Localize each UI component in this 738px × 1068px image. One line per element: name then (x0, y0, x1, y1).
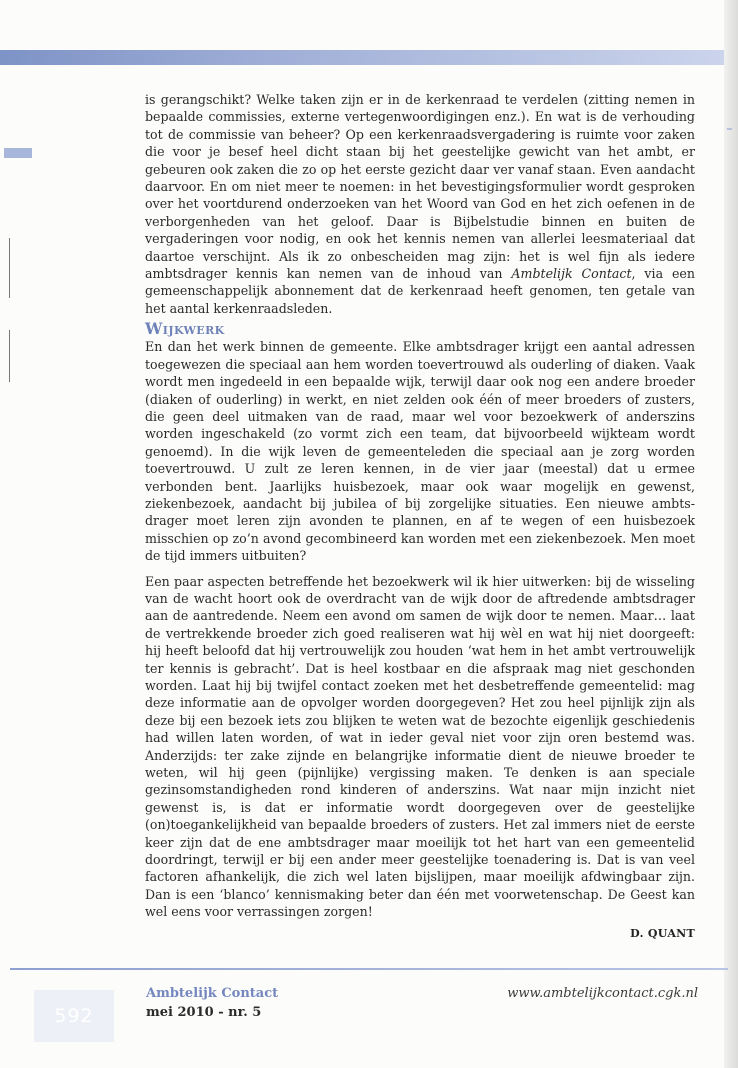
paragraph-1 (145, 91, 695, 317)
website-link[interactable]: www.ambtelijkcontact.cgk.nl (507, 986, 698, 1001)
magazine-title: Ambtelijk Contact (146, 986, 279, 1001)
page-spine (724, 0, 738, 1068)
footer-rule (10, 968, 728, 970)
author-signature: D. QUANT (630, 926, 695, 940)
paragraph-1-text: is gerangschikt? Welke taken zijn er in de kerkenraad te verdelen (zitting nemen in bepaalde commissies, externe vertegenwoordigingen enz.). En wat is de verhouding tot de commissie van beheer? Op een kerkenraadsvergadering is ruimte voor zaken die voor je besef heel dicht staan bij het geestelijke gewicht van het ambt, er gebeuren ook zaken die zo op het eerste gezicht daar ver vanaf staan. Even aandacht daarvoor. En om niet meer te noemen: in het bevestigingsformulier wordt gesproken over het voortdurend onderzoeken van het Woord van God en het zich oefenen in de verborgenheden van het geloof. Daar is Bijbelstudie binnen en buiten de vergaderingen voor nodig, en ook het kennis nemen van allerlei leesmateriaal dat daartoe verschijnt. Als ik zo onbescheiden mag zijn: het is wel fijn als iedere ambtsdrager kennis kan nemen van de inhoud van (145, 92, 695, 282)
page-number: 592 (34, 990, 114, 1042)
issue-label: mei 2010 - nr. 5 (146, 1005, 262, 1020)
magazine-reference: Ambtelijk Contact (511, 266, 632, 282)
section-heading: Wijkwerk (145, 319, 225, 339)
margin-rule (9, 238, 10, 298)
paragraph-3: Een paar aspecten betreffende het bezoekwerk wil ik hier uitwerken: bij de wisseling van de wacht hoort ook de overdracht van de wijk door de aftredende ambtsdrager aan de aantredende. Neem een avond om samen de wijk door te nemen. Maar… laat de vertrekkende broeder zich goed realiseren wat hij wèl en wat hij niet doorgeeft: hij heeft beloofd dat hij vertrouwelijk zou houden ‘wat hem in het ambt vertrouwelijk ter kennis is gebracht’. Dat is heel kostbaar en die afspraak mag niet geschonden worden. Laat hij bij twijfel contact zoeken met het desbetreffende gemeentelid: mag deze informatie aan de opvolger worden doorgegeven? Het zou heel pijnlijk zijn als deze bij een bezoek iets zou blijken te weten wat de bezochte eigenlijk geschiedenis had willen laten worden, of wat in ieder geval niet voor zijn oren bestemd was. Anderzijds: ter zake zijnde en belangrijke informatie dient de nieuwe broeder te weten, wil hij geen (pijnlijke) vergissing maken. Te denken is aan speciale gezinsomstandigheden rond kinderen of anderszins. Wat naar mijn inzicht niet gewenst is, is dat er informatie wordt doorgegeven over de geestelijke (on)toegankelijkheid van bepaalde broeders of zusters. Het zal immers niet de eerste keer zijn dat de ene ambtsdrager maar moeilijk tot het hart van een gemeentelid doordringt, terwijl er bij een ander meer geestelijke toenadering is. Dat is van veel factoren afhankelijk, die zich wel laten bijslijpen, maar moeilijk afdwingbaar zijn. Dan is een ‘blanco’ kennismaking beter dan één met voorwetenschap. De Geest kan wel eens voor verrassingen zorgen! (145, 573, 695, 920)
article-body (145, 91, 695, 942)
header-band (0, 50, 738, 65)
paragraph-2: En dan het werk binnen de gemeente. Elke ambtsdrager krijgt een aantal adressen toegewezen die speciaal aan hem worden toevertrouwd als ouderling of diaken. Vaak wordt men ingedeeld in een bepaalde wijk, terwijl daar ook nog een andere broeder (diaken of ouderling) in werkt, en niet zelden ook één of meer broeders of zusters, die geen deel uitmaken van de raad, maar wel voor bezoekwerk of anderszins worden ingeschakeld (zo vormt zich een team, dat bijvoorbeeld wijkteam wordt genoemd). In die wijk leven de gemeenteleden die speciaal aan je zorg worden toevertrouwd. U zult ze leren kennen, in de vier jaar (meestal) dat u ermee verbonden bent. Jaarlijks huisbezoek, maar ook waar mogelijk en gewenst, ziekenbezoek, aandacht bij jubilea of bij zorgelijke situaties. Een nieuwe ambtsdrager moet leren zijn avonden te plannen, en af te wegen of een huisbezoek misschien op zo’n avond gecombineerd kan worden met een ziekenbezoek. Men moet de tijd immers uitbuiten? (145, 339, 695, 564)
paragraph-1-text-end: , via een gemeenschappelijk abonnement dat de kerkenraad heeft genomen, ten getale van het aantal kerkenraadsleden. (145, 266, 695, 316)
margin-marker (4, 148, 32, 158)
margin-tick (727, 128, 732, 130)
margin-rule (9, 330, 10, 382)
